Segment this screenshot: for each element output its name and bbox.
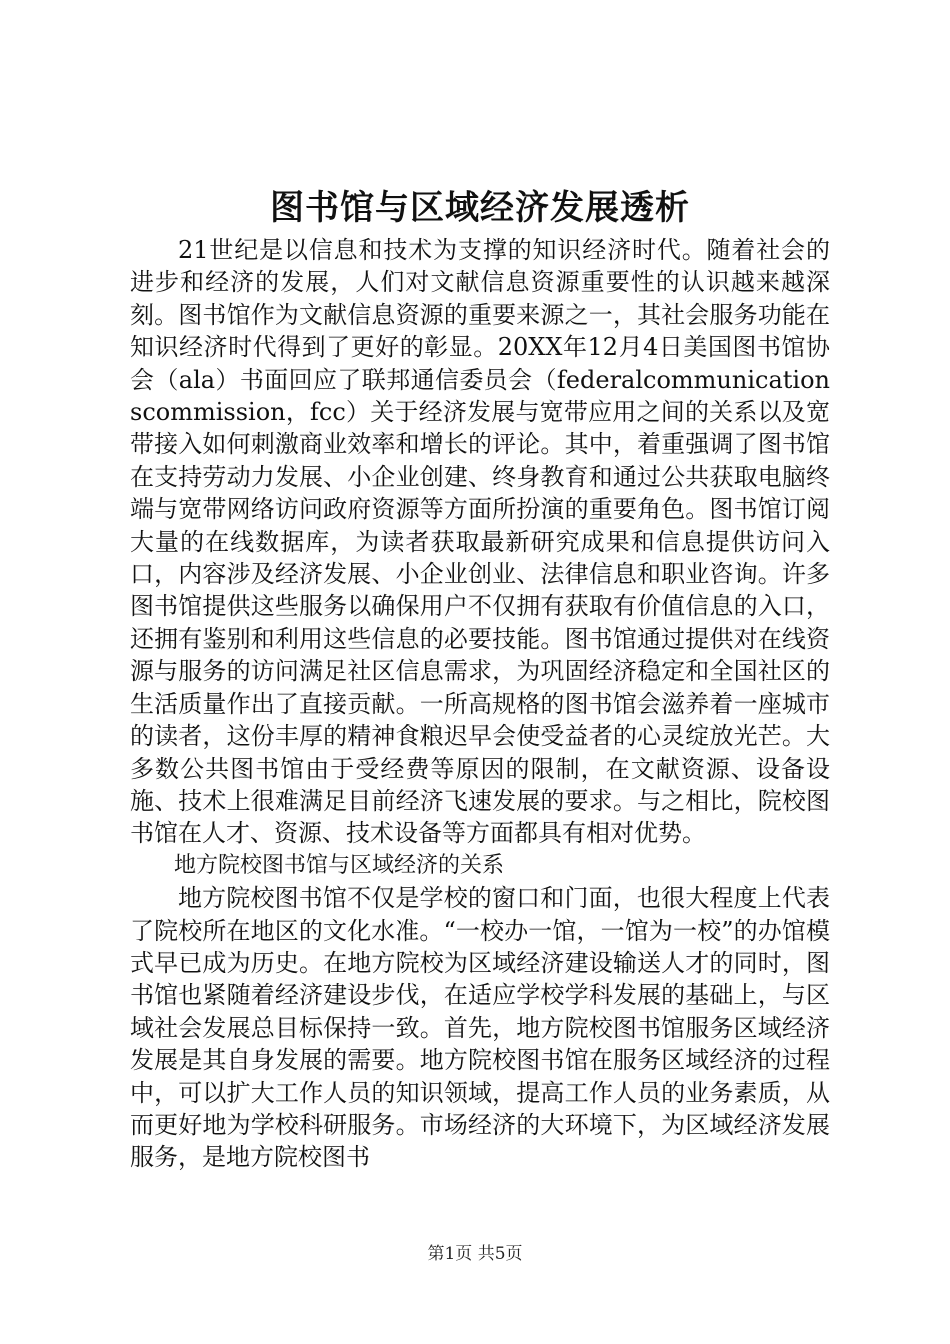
section-heading: 地方院校图书馆与区域经济的关系	[174, 852, 505, 878]
document-body	[130, 234, 830, 1174]
document-title: 图书馆与区域经济发展透析	[270, 188, 690, 228]
page-footer: 第1页 共5页	[427, 1244, 523, 1264]
paragraph-intro: 21世纪是以信息和技术为支撑的知识经济时代。随着社会的进步和经济的发展，人们对文献信息资源重要性的认识越来越深刻。图书馆作为文献信息资源的重要来源之一，其社会服务功能在知识经济时代得到了更好的彰显。20XX年12月4日美国图书馆协会（ala）书面回应了联邦通信委员会（federalcommunicationscommission，fcc）关于经济发展与宽带应用之间的关系以及宽带接入如何刺激商业效率和增长的评论。其中，着重强调了图书馆在支持劳动力发展、小企业创建、终身教育和通过公共获取电脑终端与宽带网络访问政府资源等方面所扮演的重要角色。图书馆订阅大量的在线数据库，为读者获取最新研究成果和信息提供访问入口，内容涉及经济发展、小企业创业、法律信息和职业咨询。许多图书馆提供这些服务以确保用户不仅拥有获取有价值信息的入口，还拥有鉴别和利用这些信息的必要技能。图书馆通过提供对在线资源与服务的访问满足社区信息需求，为巩固经济稳定和全国社区的生活质量作出了直接贡献。一所高规格的图书馆会滋养着一座城市的读者，这份丰厚的精神食粮迟早会使受益者的心灵绽放光芒。大多数公共图书馆由于受经费等原因的限制，在文献资源、设备设施、技术上很难满足目前经济飞速发展的要求。与之相比，院校图书馆在人才、资源、技术设备等方面都具有相对优势。	[130, 236, 830, 848]
paragraph-relationship: 地方院校图书馆不仅是学校的窗口和门面，也很大程度上代表了院校所在地区的文化水准。“一校办一馆，一馆为一校”的办馆模式早已成为历史。在地方院校为区域经济建设输送人才的同时，图书馆也紧随着经济建设步伐，在适应学校学科发展的基础上，与区域社会发展总目标保持一致。首先，地方院校图书馆服务区域经济发展是其自身发展的需要。地方院校图书馆在服务区域经济的过程中，可以扩大工作人员的知识领域，提高工作人员的业务素质，从而更好地为学校科研服务。市场经济的大环境下，为区域经济发展服务，是地方院校图书	[130, 884, 830, 1172]
